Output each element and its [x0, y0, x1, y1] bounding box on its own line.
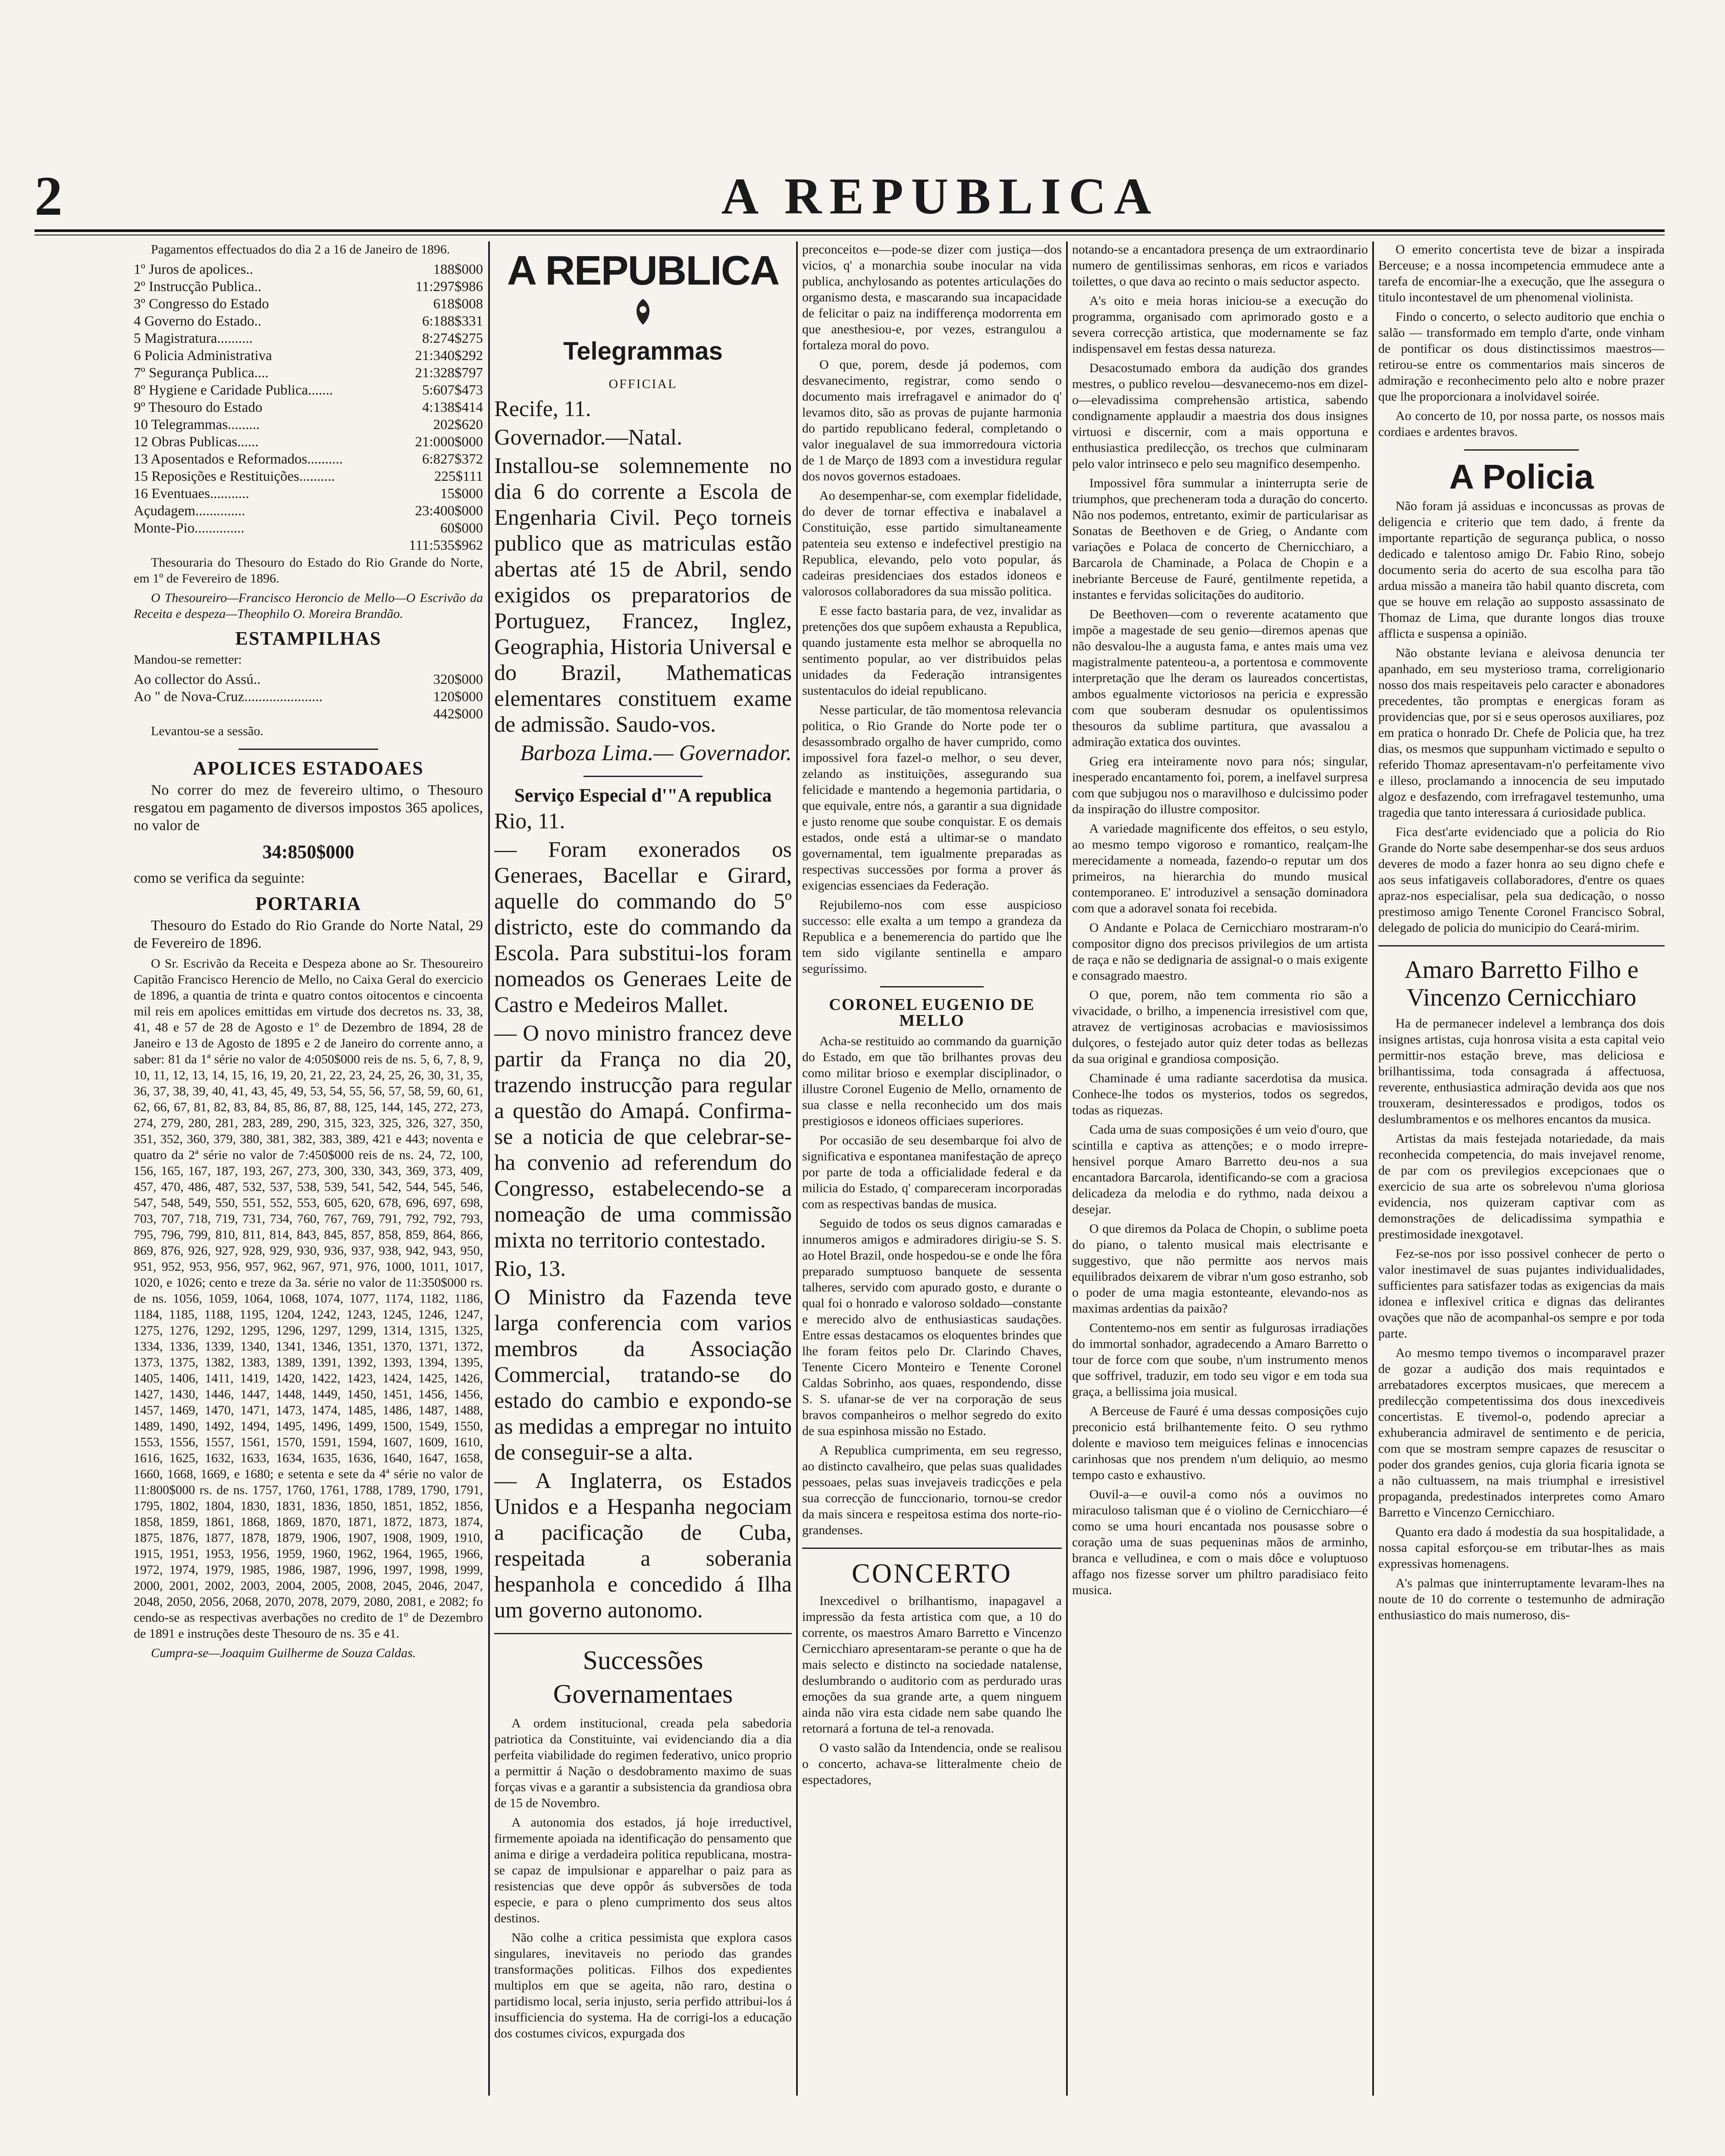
row-label: 10 Telegrammas......... — [134, 417, 260, 432]
telegram-official — [494, 396, 792, 766]
concert-p14: A Berceuse de Fauré é uma dessas composições cujo preconicio está brilhantemente feito. O seu rythmo dolente e mavioso tem meiguices felinas e innocencias carinhosas que nos prendem n'um deliquio, ao mesmo tempo casto e exhaustivo. — [1072, 1404, 1368, 1482]
portaria-title: PORTARIA — [255, 893, 361, 914]
tele3-p2: — A Inglaterra, os Estados Unidos e a Hespanha negociam a pacificação de Cuba, respeitada a soberania hespanhola e concedido á Ilha um governo autonomo. — [494, 1469, 792, 1623]
row-value: 21:000$000 — [415, 434, 483, 450]
stamps-intro: Mandou-se remetter: — [134, 652, 242, 667]
row-value: 4:138$414 — [422, 400, 483, 415]
stamps-close: Levantou-se a sessão. — [151, 724, 263, 738]
column-finance — [134, 241, 483, 2134]
table-row — [134, 416, 483, 433]
row-label: 15 Reposições e Restituições.......... — [134, 469, 335, 484]
row-label: Açudagem.............. — [134, 503, 245, 519]
row-value: 120$000 — [433, 689, 483, 705]
table-row — [134, 295, 483, 313]
row-value: 225$111 — [434, 469, 483, 484]
concert-p4: Impossivel fôra summular a ininterrupta serie de triumphos, que precheneram toda a duração do concerto. Não nos podemos, entretanto, eximir de particularisar as Sonatas de Beethoven e de Grieg, o Andante com variações e Polaca de concerto de Chernicchiaro, a Barcarola de Chaminade, a Polaca de Chopin e a inebriante Berceuse de Fauré, gentilmente repetida, a instantes e fervidas solicitações do auditorio. — [1072, 476, 1368, 602]
politics-p6: Rejubilemo-nos com esse auspicioso successo: elle exalta a um tempo a grandeza da Republica e a benemerencia do partido que lhe tem sido vigilante sentinella e amparo seguríssimo. — [802, 898, 1062, 976]
concert-end-p3: Ao concerto de 10, por nossa parte, os nossos mais cordiaes e ardentes bravos. — [1378, 409, 1665, 439]
table-row — [134, 399, 483, 416]
col-masthead: A REPUBLICA — [507, 248, 779, 294]
row-label: Ao collector do Assú.. — [134, 672, 261, 687]
table-row — [134, 382, 483, 399]
stamps-table — [134, 671, 483, 705]
concert-p2: A's oito e meia horas iniciou-se a execução do programma, organisado com aprimorado gosto e a severa correcção artistica, que modernamente se faz indispensavel em festas dessa natureza. — [1072, 294, 1368, 356]
coronel-p2: Por occasião de seu desembarque foi alvo de significativa e espontanea manifestação de apreço por parte de toda a officialidade federal e da milicia do Estado, q' compareceram incorporadas com as respectivas bandas de musica. — [802, 1133, 1062, 1211]
row-value: 60$000 — [440, 520, 483, 536]
row-value: 15$000 — [440, 486, 483, 501]
apolices-title: APOLICES ESTADOAES — [193, 758, 424, 779]
coronel-title: CORONEL EUGENIO DE MELLO — [829, 996, 1035, 1030]
row-label: 5 Magistratura.......... — [134, 331, 253, 346]
official-label: OFFICIAL — [608, 377, 677, 391]
politics-p5: Nesse particular, de tão momentosa relevancia politica, o Rio Grande do Norte pode ter o desassombrado orgalho de haver cumprido, como impossivel fora fazel-o melhor, o seu dever, zelando as instituições, assegurando sua felicidade e mantendo a hegemonia partidaria, o que equivale, entre nós, a garantir a sua dignidade e justo renome que soube conquistar. E os demais estados, onde está a ultimar-se o mandato governamental, tem igualmente preparadas as respectivas successões por forma a prover ás exigencias essenciaes da Federação. — [802, 703, 1062, 893]
table-row — [134, 313, 483, 330]
concert-p12: O que diremos da Polaca de Chopin, o sublime poeta do piano, o talento musical mais electrisante e suggestivo, que não permitte aos nervos mais equilibrados deixarem de vibrar n'um goso estranho, sob o poder de uma magia estonteante, elevando-nos as maximas ardentias da paixão? — [1072, 1222, 1368, 1316]
amaro-title: Amaro Barretto Filho e Vincenzo Cernicchiaro — [1404, 956, 1639, 1011]
succ-p3: Não colhe a critica pessimista que explora casos singulares, inevitaveis no periodo das grandes transformações politicas. Filhos dos expedientes multiplos em que se ageita, não raro, destina o partidismo local, seria injusto, seria perfido attribui-los á insufficiencia do systema. Ha de corrigi-los a educação dos costumes civicos, expurgada dos — [494, 1930, 792, 2040]
row-value: 23:400$000 — [415, 503, 483, 519]
row-label: 16 Eventuaes........... — [134, 486, 249, 501]
row-label: 9º Thesouro do Estado — [134, 400, 263, 415]
concerto-p2: O vasto salão da Intendencia, onde se realisou o concerto, achava-se litteralmente cheio de espectadores, — [802, 1741, 1062, 1787]
row-label: 4 Governo do Estado.. — [134, 313, 262, 329]
table-row — [134, 671, 483, 688]
concert-p10: Chaminade é uma radiante sacerdotisa da musica. Conhece-lhe todos os mysterios, todos os segredos, todas as riquezas. — [1072, 1071, 1368, 1117]
row-label: 6 Policia Administrativa — [134, 348, 272, 364]
concert-p8: O Andante e Polaca de Cernicchiaro mostraram-n'o compositor digno dos precisos privilegios de um artista de raça e não se dedignaria de assignal-o o mais exigente e consagrado maestro. — [1072, 921, 1368, 983]
row-label: 8º Hygiene e Caridade Publica....... — [134, 382, 333, 398]
table-row — [134, 520, 483, 537]
column-divider — [1066, 241, 1068, 2096]
row-label: Ao " de Nova-Cruz...................... — [134, 689, 323, 705]
succ-p2: A autonomia dos estados, já hoje irreductivel, firmemente apoiada na identificação do pensamento que anima e dirige a verdadeira politica republicana, mostra-se capaz de impulsionar e apparelhar o paiz para as resistencias que deve oppôr ás subversões de toda especie, e para o pleno cumprimento dos seus altos destinos. — [494, 1815, 792, 1925]
politics-p3: Ao desempenhar-se, com exemplar fidelidade, do dever de tornar effectiva e inabalavel a Constituição, esse partido simultaneamente patenteia seu extenso e indefectivel prestigio na Republica, elevando, pelo voto popular, ás cadeiras presidenciaes dos estados idoneos e valorosos collaboradores da sua missão politica. — [802, 489, 1062, 599]
masthead-title: A REPUBLICA — [721, 167, 1159, 225]
row-value: 6:827$372 — [422, 451, 483, 467]
amaro-p1: Ha de permanecer indelevel a lembrança dos dois insignes artistas, cuja honrosa visita a esta capital veio permittir-nos estação breve, mas deliciosa e brilhantissima, toda consagrada á affectuosa, reverente, enthusiastica admiração devida aos que nos trouxeram, desinteressados e prodigos, todos os deslumbramentos e os melhores encantos da musica. — [1378, 1016, 1665, 1126]
tele1-body: Installou-se solemnemente no dia 6 do corrente a Escola de Engenharia Civil. Peço torneis publico que as matriculas estão abertas até 15 de Abril, sendo exigidos os preparatorios de Portuguez, Francez, Inglez, Geographia, Historia Universal e do Brazil, Mathematicas elementares constituem exame de admissão. Saudo-vos. — [494, 454, 792, 737]
section-rule — [238, 749, 378, 750]
row-label: 7º Segurança Publica.... — [134, 365, 269, 381]
section-rule — [494, 1633, 792, 1634]
concert-end-p2: Findo o concerto, o selecto auditorio que enchia o salão — transformado em templo d'arte, onde vinham de pontificar os dous distinctissimos maestros—retirou-se entre os commentarios mais sinceros de admiração e reconhecimento pelo alto e nobre prazer que lhe proporcionara a inolvidavel soirée. — [1378, 310, 1665, 404]
table-row — [134, 485, 483, 502]
row-value: 8:274$275 — [422, 331, 483, 346]
concert-p13: Contentemo-nos em sentir as fulgurosas irradiações do immortal sonhador, agradecendo a Amaro Barretto o tour de force com que soube, n'um instrumento menos que soffrivel, traduzir, em todo seu vigor e em toda sua graça, a bellissima joia musical. — [1072, 1321, 1368, 1399]
tele1-place: Recife, 11. — [494, 397, 591, 421]
tele2-p1: — Foram exonerados os Generaes, Bacellar e Girard, aquelle do commando do 5º districto, este do commando da Escola. Para substitui-los foram nomeados os Generaes Leite de Castro e Medeiros Mallet. — [494, 837, 792, 1017]
concert-p15: Ouvil-a—e ouvil-a como nós a ouvimos no miraculoso talisman que é o violino de Cernicchiaro—é como se uma houri encantada nos pousasse sobre o coração uma de suas pequeninas mãos de arminho, branca e velludinea, e com o mais dôce e voluptuoso affago nos fizesse sorver um philtro paradisiaco feito musica. — [1072, 1487, 1368, 1597]
concerto-title: CONCERTO — [852, 1558, 1012, 1589]
succession-title: Successões Governamentaes — [553, 1646, 733, 1709]
apolices-amount: 34:850$000 — [262, 841, 354, 862]
apolices-follow: como se verifica da seguinte: — [134, 870, 305, 886]
column-concert — [1072, 241, 1368, 2134]
column-divider — [1372, 241, 1374, 2096]
policia-title: A Policia — [1449, 458, 1594, 496]
payments-intro: Pagamentos effectuados do dia 2 a 16 de Janeiro de 1896. — [151, 242, 450, 257]
table-row — [134, 468, 483, 485]
concert-end-p1: O emerito concertista teve de bizar a inspirada Berceuse; e a nossa incompetencia emmudece ante a tarefa de encomiar-lhe a execução, que lhe assegura o titulo incontestavel de um phenomenal violinista. — [1378, 242, 1665, 304]
politics-p2: O que, porem, desde já podemos, com desvanecimento, registrar, como sendo o documento mais irrefragavel e animador do q' levamos dito, são as provas de pujante harmonia do partido republicano federal, completando o valor inegualavel de sua immorredoura victoria de 1 de Março de 1893 com a investidura regular dos novos governos estadoaes. — [802, 357, 1062, 483]
row-label: 12 Obras Publicas...... — [134, 434, 259, 450]
concerto-p1: Inexcedivel o brilhantismo, inapagavel a impressão da festa artistica com que, a 10 do corrente, os maestros Amaro Barretto e Vincenzo Cernicchiaro apresentaram-se perante o que ha de mais selecto e distincto na sociedade natalense, deslumbrando o auditorio com as perdurado uras emoções da sua grande arte, a quem ninguem ainda não vira esta cidade nem sabe quando lhe retornará a fortuna de tel-a renovada. — [802, 1594, 1062, 1736]
tele2-place: Rio, 11. — [494, 809, 565, 834]
row-label: 1º Juros de apolices.. — [134, 262, 253, 277]
concert-p6: Grieg era inteiramente novo para nós; singular, inesperado encantamento foi, porem, a inelfavel surpresa com que subjugou nos o maravilhoso e dulcissimo poder da inspiração do illustre compositor. — [1072, 754, 1368, 816]
row-value: 202$620 — [433, 417, 483, 432]
section-rule — [880, 986, 984, 987]
row-value: 6:188$331 — [422, 313, 483, 329]
table-row — [134, 261, 483, 278]
table-row — [134, 433, 483, 451]
row-value: 618$008 — [433, 296, 483, 312]
payments-table — [134, 261, 483, 537]
row-label: 13 Aposentados e Reformados.......... — [134, 451, 343, 467]
amaro-p5: Quanto era dado á modestia da sua hospitalidade, a nossa capital esforçou-se em tributar-lhes as mais expressivas homenagens. — [1378, 1525, 1665, 1571]
portaria-body: O Sr. Escrivão da Receita e Despeza abone ao Sr. Thesoureiro Capitão Francisco Herencio de Mello, no Caixa Geral do exercicio de 1896, a quantia de trinta e quatro contos oitocentos e cincoenta mil reis em apolices emittidas em virtude dos decretos ns. 33, 38, 41, 48 e 57 de 28 de Agosto e 1º de Dezembro de 1894, 28 de Janeiro e 13 de Agosto de 1895 e 2 de Janeiro do corrente anno, a saber: 81 da 1ª série no valor de 4:050$000 reis de ns. 5, 6, 7, 8, 9, 10, 11, 12, 13, 14, 15, 16, 19, 20, 21, 22, 23, 24, 25, 26, 30, 31, 35, 36, 37, 38, 39, 40, 41, 43, 45, 49, 53, 54, 55, 56, 57, 58, 59, 60, 61, 62, 66, 67, 81, 82, 83, 84, 85, 86, 87, 88, 125, 144, 145, 272, 273, 274, 279, 280, 281, 283, 289, 290, 315, 323, 325, 326, 327, 350, 351, 352, 360, 379, 380, 381, 382, 383, 389, 421 e 443; noventa e quatro da 2ª série no valor de 7:450$000 reis de ns. 24, 72, 100, 156, 165, 167, 187, 193, 267, 273, 300, 330, 343, 369, 373, 409, 457, 470, 486, 487, 532, 537, 538, 539, 541, 542, 544, 545, 546, 547, 548, 549, 550, 551, 552, 553, 605, 620, 678, 696, 697, 698, 703, 707, 718, 719, 731, 734, 760, 767, 769, 791, 792, 792, 793, 795, 796, 799, 810, 811, 814, 843, 845, 857, 858, 859, 864, 866, 869, 876, 926, 927, 928, 929, 930, 936, 937, 938, 942, 943, 950, 951, 952, 953, 956, 957, 962, 967, 971, 976, 1000, 1011, 1017, 1020, e 1026; cento e treze da 3a. série no valor de 11:350$000 rs. de ns. 1056, 1059, 1064, 1068, 1074, 1077, 1174, 1182, 1186, 1184, 1185, 1188, 1195, 1204, 1242, 1243, 1245, 1246, 1247, 1275, 1276, 1292, 1295, 1296, 1297, 1299, 1314, 1315, 1325, 1334, 1336, 1339, 1340, 1341, 1346, 1351, 1370, 1371, 1372, 1373, 1375, 1382, 1383, 1389, 1391, 1392, 1393, 1394, 1395, 1405, 1406, 1411, 1419, 1420, 1422, 1423, 1424, 1425, 1426, 1427, 1430, 1446, 1447, 1448, 1449, 1450, 1451, 1456, 1456, 1457, 1469, 1470, 1471, 1473, 1474, 1485, 1486, 1487, 1488, 1489, 1490, 1492, 1494, 1495, 1496, 1499, 1500, 1549, 1550, 1553, 1556, 1557, 1561, 1570, 1591, 1594, 1607, 1609, 1610, 1616, 1625, 1632, 1633, 1634, 1635, 1636, 1640, 1647, 1658, 1660, 1668, 1669, e 1680; e setenta e sete da 4ª série no valor de 11:800$000 rs. de ns. 1757, 1760, 1761, 1788, 1789, 1790, 1791, 1795, 1802, 1804, 1830, 1831, 1836, 1850, 1851, 1852, 1856, 1858, 1859, 1861, 1868, 1869, 1870, 1871, 1872, 1873, 1874, 1875, 1876, 1877, 1878, 1879, 1906, 1907, 1908, 1909, 1910, 1915, 1951, 1953, 1956, 1959, 1960, 1962, 1964, 1965, 1966, 1972, 1974, 1979, 1985, 1986, 1987, 1996, 1997, 1998, 1999, 2000, 2001, 2002, 2003, 2004, 2005, 2008, 2045, 2046, 2047, 2048, 2050, 2056, 2068, 2070, 2078, 2079, 2080, 2081, e 2082; fo cendo-se as respectivas averbações no credito de 1º de Dezembro de 1891 e instruções deste Thesouro de ns. 35 e 41. — [134, 956, 483, 1641]
stamps-title: ESTAMPILHAS — [235, 628, 382, 649]
treasurer-note: O Thesoureiro—Francisco Heroncio de Mello—O Escrivão da Receita e despeza—Theophilo O. Moreira Brandão. — [134, 591, 483, 621]
concert-p11: Cada uma de suas composições é um veio d'ouro, que scintilla e captiva as attenções; e o modo irrepre-hensivel porque Amaro Barretto deu-nos a sua encantadora Barcarola, identificando-se com a graciosa delicadeza da melodia e do rythmo, nada deixou a desejar. — [1072, 1122, 1368, 1216]
amaro-p3: Fez-se-nos por isso possivel conhecer de perto o valor inestimavel de suas pujantes individualidades, sufficientes para satisfazer todas as exigencias da mais idonea e inflexivel critica e dignas das delirantes ovações que não de acompanhal-os sempre e por toda parte. — [1378, 1247, 1665, 1341]
column-police — [1378, 241, 1665, 2134]
row-value: 188$000 — [433, 262, 483, 277]
section-rule — [802, 1548, 1062, 1549]
column-divider — [488, 241, 490, 2096]
row-value: 11:297$986 — [415, 279, 483, 295]
tele2-p2: — O novo ministro francez deve partir da França no dia 20, trazendo instrucção para regular a questão do Amapá. Confirma-se a noticia de que celebrar-se-ha convenio ad referendum do Congresso, estabelecendo-se a nomeação de uma commissão mixta no territorio contestado. — [494, 1021, 792, 1253]
table-row — [134, 502, 483, 520]
special-service-title: Serviço Especial d'"A republica — [514, 785, 772, 806]
column-politics — [802, 241, 1062, 2134]
table-row — [134, 451, 483, 468]
concert-p1: notando-se a encantadora presença de um extraordinario numero de gentilissimas senhoras, em ricos e variados toilettes, o que dava ao recinto o mais seductor aspecto. — [1072, 242, 1368, 288]
tele3-p1: O Ministro da Fazenda teve larga conferencia com varios membros da Associação Commercial, tratando-se do estado do cambio e expondo-se as medidas a empregar no intuito de conseguir-se a alta. — [494, 1285, 792, 1465]
table-row — [134, 278, 483, 295]
payments-total: 111:535$962 — [409, 538, 483, 553]
tele1-sign: Barboza Lima.— Governador. — [520, 741, 792, 765]
row-value: 320$000 — [433, 672, 483, 687]
section-rule — [1464, 449, 1579, 451]
amaro-p4: Ao mesmo tempo tivemos o incomparavel prazer de gozar a audição dos mais requintados e arrebatadores excerptos musicaes, que merecem a predilecção competentissima dos dous inexcediveis concertistas. E tivemol-o, podendo apreciar a exhuberancia admiravel de sentimento e de pericia, com que se mostram sempre capazes de resuscitar o poder dos grandes genios, cuja gloria ficaria ignota se a não cultuassem, na mais triumphal e irresistivel propaganda, predestinados interpretes como Amaro Barretto e Vincenzo Cernicchiaro. — [1378, 1346, 1665, 1520]
treasury-note: Thesouraria do Thesouro do Estado do Rio Grande do Norte, em 1º de Fevereiro de 1896. — [134, 555, 483, 586]
policia-p2: Não obstante leviana e aleivosa denuncia ter apanhado, em seu mysterioso trama, correligionario nosso dos mais respeitaveis pelo caracter e abonadores precedentes, tão promptas e energicas foram as providencias que, por si e seus operosos auxiliares, poz em pratica o honrado Dr. Chefe de Policia que, ha trez dias, os mesmos que suppunham victimado e sepulto o referido Thomaz apresentavam-n'o perfeitamente vivo e illeso, proclamando a innocencia de seu imputado algoz e desfazendo, com irrefragavel testemunho, uma tragedia que tanto interessara á curiosidade publica. — [1378, 646, 1665, 820]
amaro-p6: A's palmas que ininterruptamente levaram-lhes na noute de 10 do corrente o testemunho de admiração enthusiastico do mais numeroso, dis- — [1378, 1576, 1665, 1622]
concert-p7: A variedade magnificente dos effeitos, o seu estylo, ao mesmo tempo vigoroso e romantico, realçam-lhe merecidamente a nomeada, fazendo-o reputar um dos primeiros, na hierarchia do mundo musical contemporaneo. E' introduzivel a sensação dominadora com que a adoravel sonata foi recebida. — [1072, 821, 1368, 915]
row-label: 3º Congresso do Estado — [134, 296, 269, 312]
column-telegrams — [494, 241, 792, 2134]
section-rule — [1378, 945, 1665, 946]
policia-p3: Fica dest'arte evidenciado que a policia do Rio Grande do Norte sabe desempenhar-se dos seus arduos deveres de modo a fazer honra ao seu digno chefe e aos seus infatigaveis collaboradores, d'entre os quaes apraz-nos especialisar, pela sua dedicação, o nosso prestimoso amigo Tenente Coronel Francisco Sobral, delegado de policia do municipio do Ceará-mirim. — [1378, 825, 1665, 935]
portaria-place: Thesouro do Estado do Rio Grande do Norte Natal, 29 de Fevereiro de 1896. — [134, 918, 483, 951]
telegram-special — [494, 808, 792, 1623]
tele3-place: Rio, 13. — [494, 1257, 566, 1281]
telegrams-title: Telegrammas — [563, 337, 723, 365]
concert-p9: O que, porem, não tem commenta rio são a vivacidade, o brilho, a impenencia irresistivel com que, atravez de vertiginosas acrobacias e maviosissimos dulçores, o festejado autor quiz deter todas as bellezas da sua original e grandiosa composição. — [1072, 988, 1368, 1066]
page-number: 2 — [34, 165, 63, 227]
section-rule — [583, 776, 703, 777]
row-label: Monte-Pio.............. — [134, 520, 245, 536]
tele1-to: Governador.—Natal. — [494, 425, 683, 450]
table-row — [134, 347, 483, 364]
row-label: 2º Instrucção Publica.. — [134, 279, 262, 295]
column-divider — [796, 241, 798, 2096]
apolices-text: No correr do mez de fevereiro ultimo, o Thesouro resgatou em pagamento de diversos impostos 365 apolices, no valor de — [134, 782, 483, 834]
politics-p4: E esse facto bastaria para, de vez, invalidar as pretenções dos que supôem exhausta a Republica, quando justamente esta melhor se abroquella no sentimento popular, ao ver distribuidos pelas unidades da Federação intransigentes sustentaculos do ideial republicano. — [802, 604, 1062, 698]
succ-p1: A ordem institucional, creada pela sabedoria patriotica da Constituinte, vai evidenciando dia a dia perfeita viabilidade do regimen federativo, unico proprio a permittir á Nação o desdobramento maximo de suas forças vivas e a garantir a subsistencia da grandiosa obra de 15 de Novembro. — [494, 1716, 792, 1810]
row-value: 5:607$473 — [422, 382, 483, 398]
table-row — [134, 688, 483, 705]
portaria-sign: Cumpra-se—Joaquim Guilherme de Souza Caldas. — [151, 1646, 416, 1660]
row-value: 21:340$292 — [415, 348, 483, 364]
page-header — [34, 164, 1665, 229]
row-value: 21:328$797 — [415, 365, 483, 381]
coronel-p1: Acha-se restituido ao commando da guarnição do Estado, em que tão brilhantes provas deu como militar brioso e exemplar disciplinador, o illustre Coronel Eugenio de Mello, ornamento de sua classe e nella reconhecido um dos mais prestigiosos e idoneos officiaes superiores. — [802, 1034, 1062, 1128]
cap-icon — [630, 297, 656, 327]
politics-p1: preconceitos e—pode-se dizer com justiça—dos vicios, q' a monarchia soube inocular na vida publica, anchylosando as potentes articulações do organismo desta, e mascarando sua incapacidade de felicitar o paiz na indifferença modorrenta em que anesthesiou-e, por vezes, estrangulou a fortaleza moral do povo. — [802, 242, 1062, 352]
table-row — [134, 364, 483, 382]
coronel-p3: Seguido de todos os seus dignos camaradas e innumeros amigos e admiradores dirigiu-se S. S. ao Hotel Brazil, onde hospedou-se e onde lhe fôra preparado sumptuoso banquete de sessenta talheres, servido com apurado gosto, e durante o qual foi o honrado e valoroso soldado—constante e merecido alvo de enthusiasticas saudações. Entre essas destacamos os eloquentes brindes que lhe foram feitos pelo Dr. Clarindo Chaves, Tenente Cicero Monteiro e Tenente Coronel Caldas Sobrinho, aos quaes, respondendo, disse S. S. ufanar-se de ver na corporação de seus bravos companheiros o melhor segredo do exito de sua espinhosa missão no Estado. — [802, 1216, 1062, 1438]
header-rule — [34, 229, 1665, 232]
table-row — [134, 330, 483, 347]
concert-p3: Desacostumado embora da audição dos grandes mestres, o publico revelou—desvanecemo-nos em dizel-o—elevadissima comprehensão artistica, sabendo condignamente applaudir a maestria dos dous insignes virtuosi e discernir, com a mais opportuna e enthusiastica predilecção, os trechos que culminaram pelo valor intrinseco e pelo seu magnifico desempenho. — [1072, 361, 1368, 471]
policia-p1: Não foram já assiduas e inconcussas as provas de deligencia e criterio que tem dado, á frente da importante repartição de segurança publica, o nosso dedicado e talentoso amigo Dr. Fabio Rino, sobejo documento seria do acerto de sua escolha para tão ardua missão a maneira tão habil quanto discreta, com que se houve em relação ao supposto assassinato de Thomaz de Lima, que durante longos dias trouxe afflicta e suspensa a opinião. — [1378, 499, 1665, 641]
stamps-total: 442$000 — [433, 706, 483, 722]
amaro-p2: Artistas da mais festejada notariedade, da mais reconhecida competencia, do mais invejavel renome, de par com os previlegios excepcionaes que o exercicio de sua arte os sobrelevou n'uma gloriosa evidencia, nos quizeram captivar com as demonstrações de delicadissima sympathia e prestimosidade inexgotavel. — [1378, 1131, 1665, 1241]
coronel-p4: A Republica cumprimenta, em seu regresso, ao distincto cavalheiro, que pelas suas qualidades pessoaes, pelas suas invejaveis tradicções e pela sua correcção de funccionario, tornou-se credor da mais sincera e respeitosa estima dos norte-rio-grandenses. — [802, 1443, 1062, 1537]
concert-p5: De Beethoven—com o reverente acatamento que impõe a magestade de seu genio—diremos apenas que não desvalou-lhe a augusta fama, e antes mais uma vez magistralmente patenteou-a, a portentosa e commovente interpretação que lhe deram os laureados concertistas, ambos egualmente victoriosos na pericia e expressão com que souberam desnudar os opulentissimos thesouros da sublime partitura, que avassalou a admiração extatica dos ouvintes. — [1072, 607, 1368, 749]
